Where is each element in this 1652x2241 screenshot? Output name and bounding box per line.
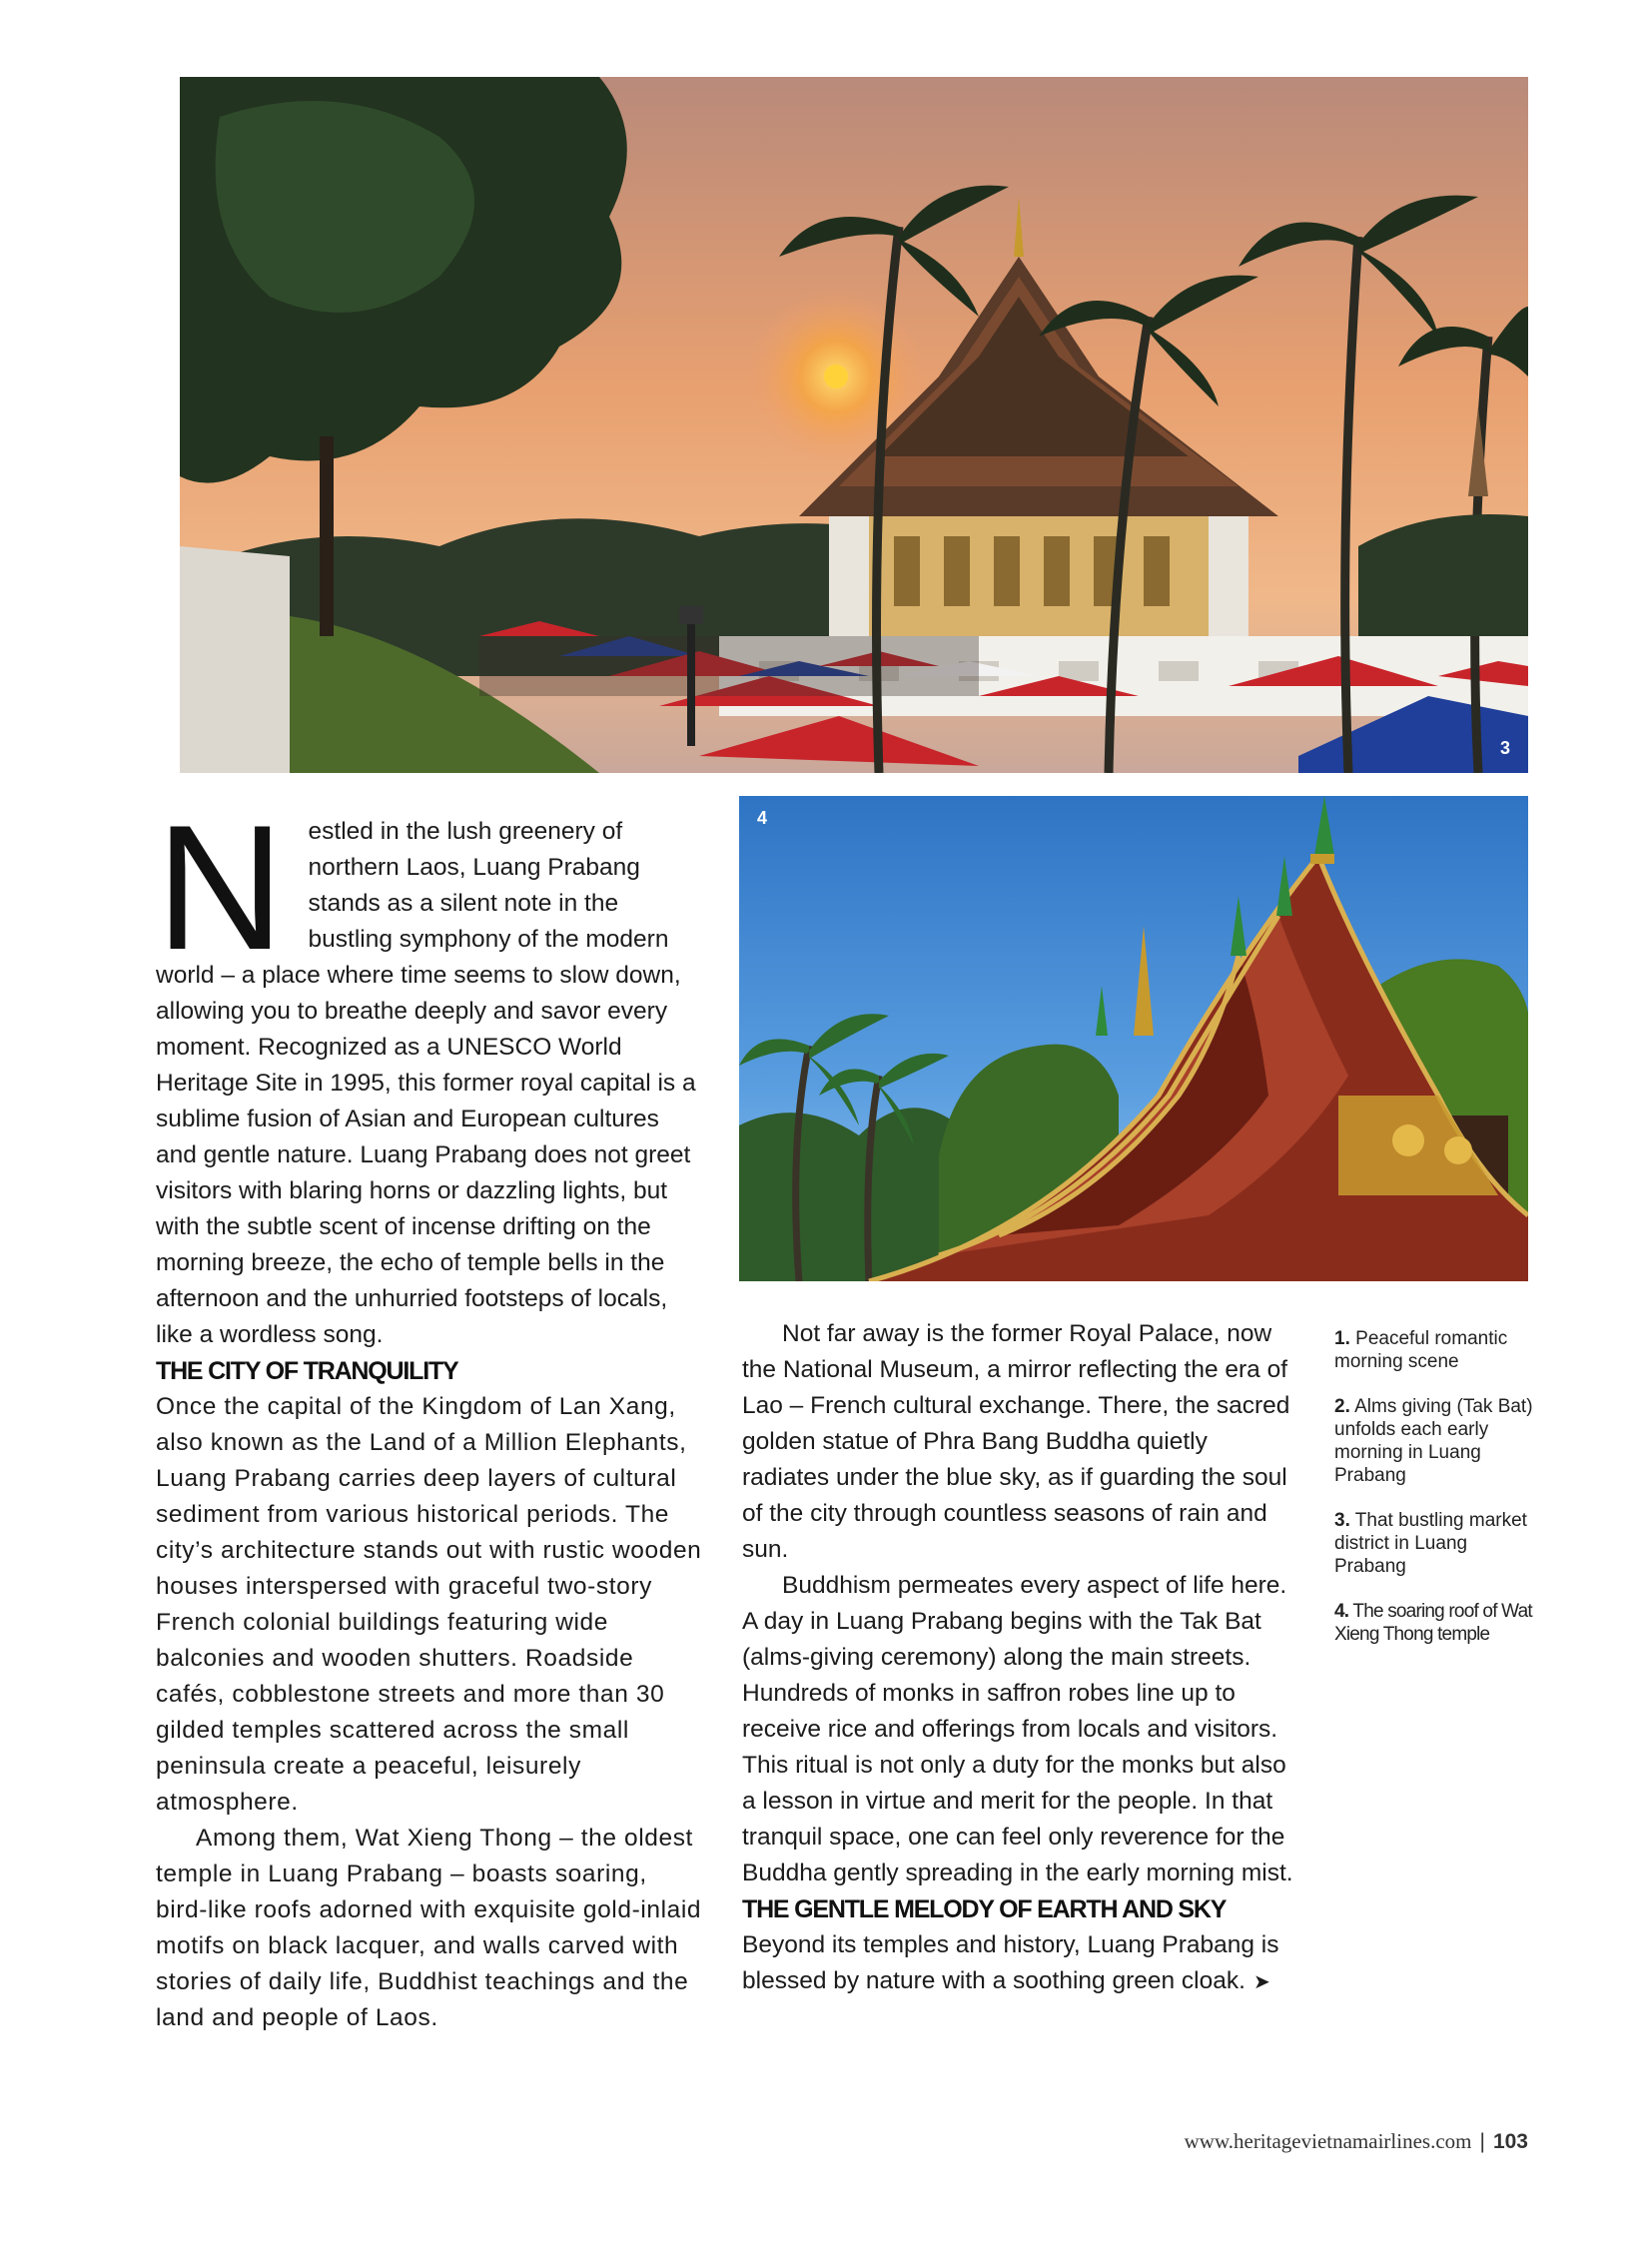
paragraph-lan-xang: Once the capital of the Kingdom of Lan Xang, also known as the Land of a Million Elephants, Luang Prabang carries deep layers of cultural sediment from various historical periods. The city’s architecture stands out with rustic wooden houses interspersed with graceful two-story French colonial buildings featuring wide balconies and wooden shutters. Roadside cafés, cobblestone streets and more than 30 gilded temples scattered across the small peninsula create a peaceful, leisurely atmosphere. [156,1393,702,1816]
footer-separator: | [1479,2130,1485,2153]
caption-2 [1334,1395,1534,1487]
paragraph-buddhism: Buddhism permeates every aspect of life here. A day in Luang Prabang begins with the Tak Bat (alms-giving ceremony) along the main streets. Hundreds of monks in saffron robes line up to receive rice and offerings from locals and visitors. This ritual is not only a duty for the monks but also a lesson in virtue and merit for the people. In that tranquil space, one can feel only reverence for the Buddha gently spreading in the early morning mist. [742,1572,1293,1886]
intro-paragraph [156,788,703,1353]
page-footer [1185,2129,1528,2154]
caption-1 [1334,1327,1534,1373]
continue-arrow-icon: ➤ [1252,1971,1270,1993]
paragraph-wat-xieng-thong: Among them, Wat Xieng Thong – the oldest temple in Luang Prabang – boasts soaring, bird-like roofs adorned with exquisite gold-inlaid motifs on black lacquer, and walls carved with stories of daily life, Buddhist teachings and the land and people of Laos. [156,1825,702,2031]
sun-icon [824,365,848,388]
caption-text: That bustling market district in Luang Prabang [1334,1510,1527,1577]
page-number: 103 [1492,2130,1528,2153]
photo-wat-xieng-thong [739,796,1528,1281]
caption-number: 1. [1334,1328,1350,1349]
photo-captions [1334,1327,1534,1668]
caption-text: The soaring roof of Wat Xieng Thong temple [1334,1601,1532,1645]
article-column-left [156,788,703,2036]
caption-number: 2. [1334,1396,1350,1417]
article-column-middle [742,1316,1293,2000]
paragraph-nature [742,1927,1293,2000]
caption-number: 3. [1334,1510,1350,1531]
footer-url: www.heritagevietnamairlines.com [1184,2129,1472,2153]
caption-4 [1334,1600,1534,1646]
caption-number: 4. [1334,1601,1349,1622]
photo-market-temple-sunset [180,77,1528,773]
photo-3-number: 3 [1499,738,1510,758]
photo-4-number: 4 [757,808,768,828]
paragraph-royal-palace: Not far away is the former Royal Palace, now the National Museum, a mirror reflecting the era of Lao – French cultural exchange. There, the sacred golden statue of Phra Bang Buddha quietly radiates under the blue sky, as if guarding the soul of the city through countless seasons of rain and sun. [742,1320,1290,1563]
section-heading-tranquility: THE CITY OF TRANQUILITY [156,1357,458,1385]
sunset-temple-illustration [180,77,1528,773]
caption-text: Peaceful romantic morning scene [1334,1328,1508,1372]
caption-text: Alms giving (Tak Bat) unfolds each early morning in Luang Prabang [1334,1396,1533,1486]
intro-text: estled in the lush greenery of northern Laos, Luang Prabang stands as a silent note in the bustling symphony of the modern world – a place where time seems to slow down, allowing you to breathe deeply and savor every moment. Recognized as a UNESCO World Heritage Site in 1995, this former royal capital is a sublime fusion of Asian and European cultures and gentle nature. Luang Prabang does not greet visitors with blaring horns or dazzling lights, but with the subtle scent of incense drifting on the morning breeze, the echo of temple bells in the afternoon and the unhurried footsteps of locals, like a wordless song. [156,818,696,1348]
caption-3 [1334,1509,1534,1578]
temple-roof-illustration [739,796,1528,1281]
section-heading-gentle-melody: THE GENTLE MELODY OF EARTH AND SKY [742,1895,1227,1923]
paragraph-nature-text: Beyond its temples and history, Luang Prabang is blessed by nature with a soothing green cloak. [742,1931,1279,1994]
drop-cap: N [156,788,279,987]
